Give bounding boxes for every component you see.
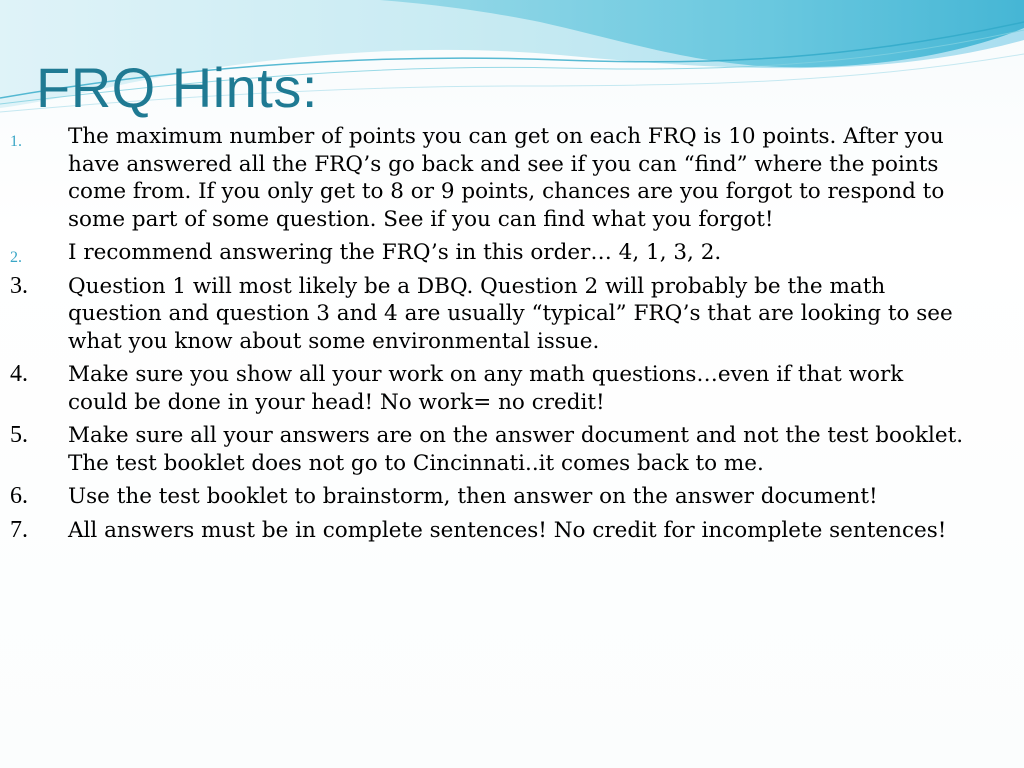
list-item-text: Make sure you show all your work on any math questions…even if that work could be done in your head! No work= no credit! <box>68 362 904 415</box>
list-item-number: 2. <box>10 249 22 266</box>
slide-title: FRQ Hints: <box>36 56 318 119</box>
list-item <box>0 517 1000 545</box>
hints-list <box>0 123 1000 550</box>
list-item-text: Question 1 will most likely be a DBQ. Question 2 will probably be the math question and question 3 and 4 are usually “typical” FRQ’s that are looking to see what you know about some environmental issue. <box>68 273 953 354</box>
list-item-number: 6. <box>10 483 28 509</box>
list-item <box>0 422 1000 477</box>
list-item <box>0 483 1000 511</box>
list-item-number: 5. <box>10 422 28 448</box>
list-item-number: 4. <box>10 361 28 387</box>
list-item-number: 3. <box>10 272 28 299</box>
list-item-number: 7. <box>10 516 28 543</box>
list-item-text: Make sure all your answers are on the answer document and not the test booklet. The test booklet does not go to Cincinnati..it comes back to me. <box>68 423 964 476</box>
list-item <box>0 239 1000 267</box>
list-item-number: 1. <box>10 133 22 150</box>
list-item <box>0 123 1000 233</box>
list-item-text: Use the test booklet to brainstorm, then answer on the answer document! <box>68 484 878 509</box>
list-item <box>0 361 1000 416</box>
list-item <box>0 273 1000 356</box>
list-item-text: The maximum number of points you can get on each FRQ is 10 points. After you have answered all the FRQ’s go back and see if you can “find” where the points come from. If you only get to 8 or 9 points, chances are you forgot to respond to some part of some question. See if you can find what you forgot! <box>68 124 945 232</box>
list-item-text: I recommend answering the FRQ’s in this order… 4, 1, 3, 2. <box>68 240 722 265</box>
list-item-text: All answers must be in complete sentences! No credit for incomplete sentences! <box>68 517 947 543</box>
